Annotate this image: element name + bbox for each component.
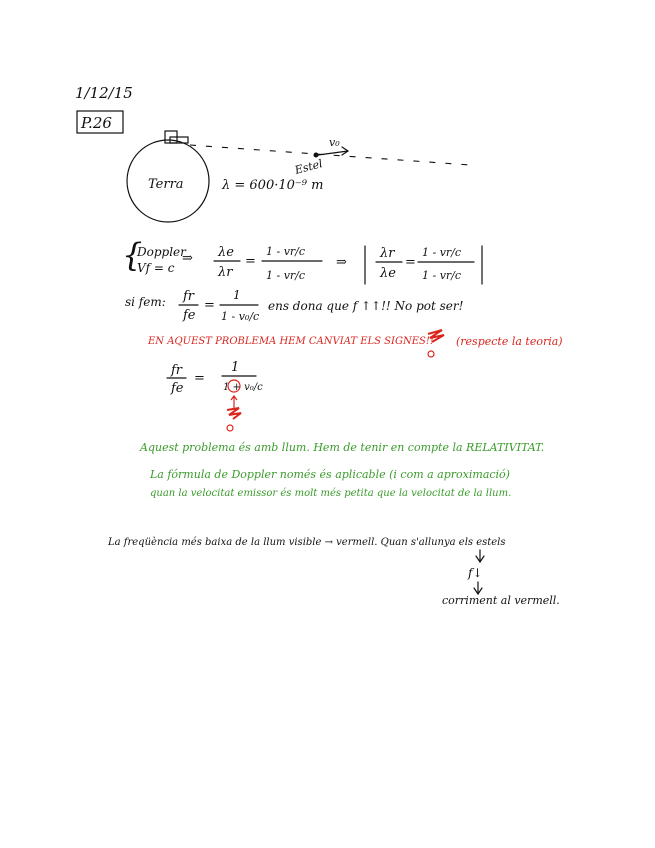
earth-label: Terra (148, 177, 184, 192)
conclusion-line-3: corriment al vermell. (442, 594, 560, 607)
telescope-icon (165, 131, 188, 143)
eq2-rhs-den: 1 - vr/c (422, 269, 462, 282)
eq3-rhs-den: 1 - v₀/c (221, 310, 260, 323)
eq1-rhs-num: 1 - vr/c (266, 245, 306, 258)
eq3-lhs-num: fr (183, 289, 195, 304)
conclusion-line-2: f↓ (468, 566, 483, 580)
left-brace: { (122, 236, 143, 274)
eq3-equals: = (204, 298, 215, 313)
green-note-line-3: quan la velocitat emissor és molt més petita que la velocitat de la llum. (150, 488, 512, 499)
eq2-equals: = (405, 255, 416, 270)
eq1-lhs-den: λr (218, 265, 233, 280)
red-scribble-2-icon (227, 408, 241, 419)
red-note-aside: (respecte la teoria) (456, 335, 563, 348)
implies-arrow-2: ⇒ (336, 255, 347, 270)
doppler-condition: Vf = c (137, 261, 175, 275)
green-note-line-1: Aquest problema és amb llum. Hem de tenir en compte la RELATIVITAT. (140, 441, 545, 454)
date-text: 1/12/15 (75, 84, 133, 102)
eq3-lhs-den: fe (183, 308, 196, 323)
eq1-lhs-num: λe (218, 245, 234, 260)
down-arrow-icon-1 (476, 550, 484, 562)
red-small-circle (227, 425, 233, 431)
red-eq-lhs-den: fe (171, 381, 184, 396)
down-arrow-icon-2 (474, 582, 482, 594)
red-eq-rhs-num: 1 (231, 360, 240, 375)
red-note-text: EN AQUEST PROBLEMA HEM CANVIAT ELS SIGNES!! (148, 336, 434, 347)
red-eq-rhs-den: 1 + v₀/c (223, 382, 263, 393)
green-note-line-2: La fórmula de Doppler només és aplicable (i com a aproximació) (150, 468, 510, 481)
si-fem-label: si fem: (125, 295, 166, 309)
eq2-lhs-den: λe (380, 266, 396, 281)
red-eq-lhs-num: fr (171, 363, 183, 378)
eq3-rhs-num: 1 (233, 288, 241, 302)
eq1-rhs-den: 1 - vr/c (266, 269, 306, 282)
eq3-comment: ens dona que f ↑↑!! No pot ser! (268, 299, 464, 313)
red-eq-equals: = (194, 371, 205, 386)
conclusion-line-1: La freqüència més baixa de la llum visible → vermell. Quan s'allunya els estels (108, 537, 506, 548)
red-arrow-up-icon (231, 396, 237, 408)
wavelength-text: λ = 600·10⁻⁹ m (222, 178, 324, 193)
star-label: Estel (293, 157, 324, 177)
velocity-label: v₀ (329, 136, 340, 149)
eq2-lhs-num: λr (380, 246, 395, 261)
eq1-equals: = (245, 254, 256, 269)
eq2-rhs-num: 1 - vr/c (422, 246, 462, 259)
implies-arrow-1: ⇒ (182, 251, 193, 266)
problem-label: P.26 (81, 114, 112, 132)
doppler-label: Doppler (137, 245, 186, 259)
